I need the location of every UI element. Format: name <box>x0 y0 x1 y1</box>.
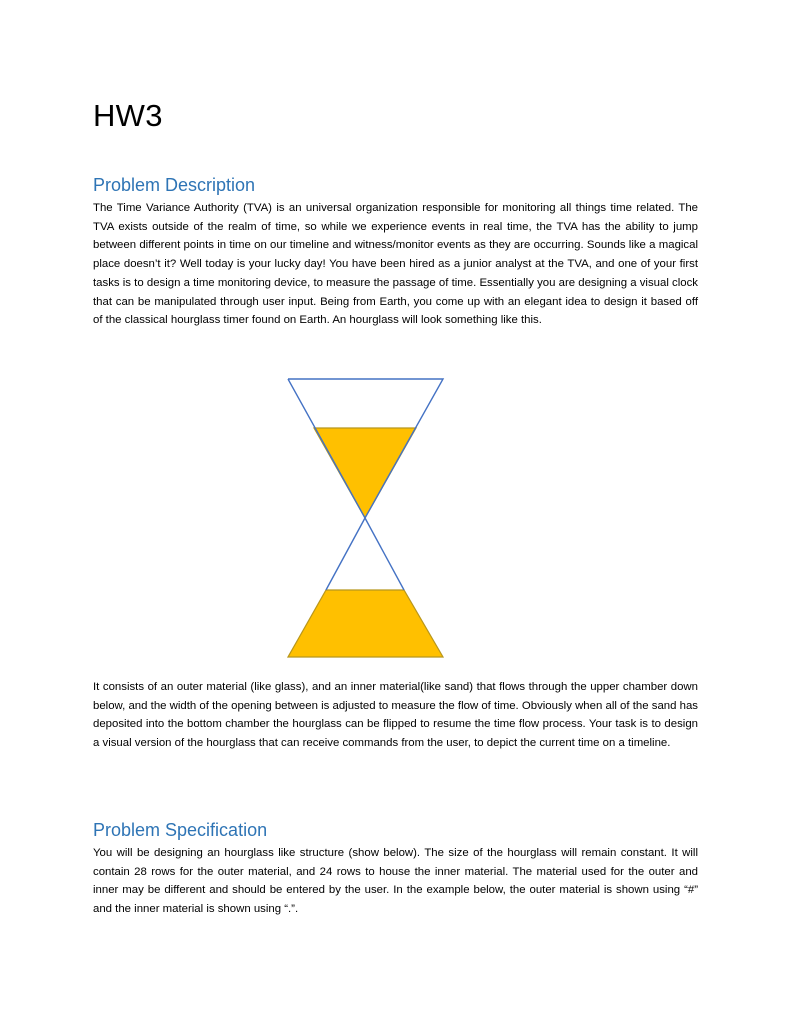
upper-sand <box>314 428 416 518</box>
heading-problem-specification: Problem Specification <box>93 820 268 840</box>
paragraph-description-details: It consists of an outer material (like glass), and an inner material(like sand) that flows through the upper chamber down below, and the width of the opening between is adjusted to measure the flow of time. Obviously when all of the sand has deposited into the bottom chamber the hourglass can be flipped to resume the time flow process. Your task is to design a visual version of the hourglass that can receive commands from the user, to depict the current time on a timeline. <box>93 681 698 750</box>
hourglass-figure <box>287 378 445 660</box>
hourglass-outline-lower-left <box>326 518 365 590</box>
heading-problem-description: Problem Description <box>93 175 256 195</box>
paragraph-description-intro: The Time Variance Authority (TVA) is an universal organization responsible for monitoring all things time related. The TVA exists outside of the realm of time, so while we experience events in real time, the TVA has the ability to jump between different points in time on our timeline and witness/monitor events as they are occurring. Sounds like a magical place doesn’t it? Well today is your lucky day! You have been hired as a junior analyst at the TVA, and one of your first tasks is to design a time monitoring device, to measure the passage of time. Essentially you are designing a visual clock that can be manipulated through user input. Being from Earth, you come up with an elegant idea to design it based off of the classical hourglass timer found on Earth. An hourglass will look something like this. <box>93 202 698 327</box>
paragraph-specification: You will be designing an hourglass like structure (show below). The size of the hourglass will remain constant. It will contain 28 rows for the outer material, and 24 rows to house the inner material. The material used for the outer and inner may be different and should be entered by the user. In the example below, the outer material is shown using “#” and the inner material is shown using “.”. <box>93 847 698 916</box>
hourglass-outline-lower <box>365 518 404 590</box>
lower-sand <box>288 590 443 657</box>
document-title: HW3 <box>93 98 163 133</box>
